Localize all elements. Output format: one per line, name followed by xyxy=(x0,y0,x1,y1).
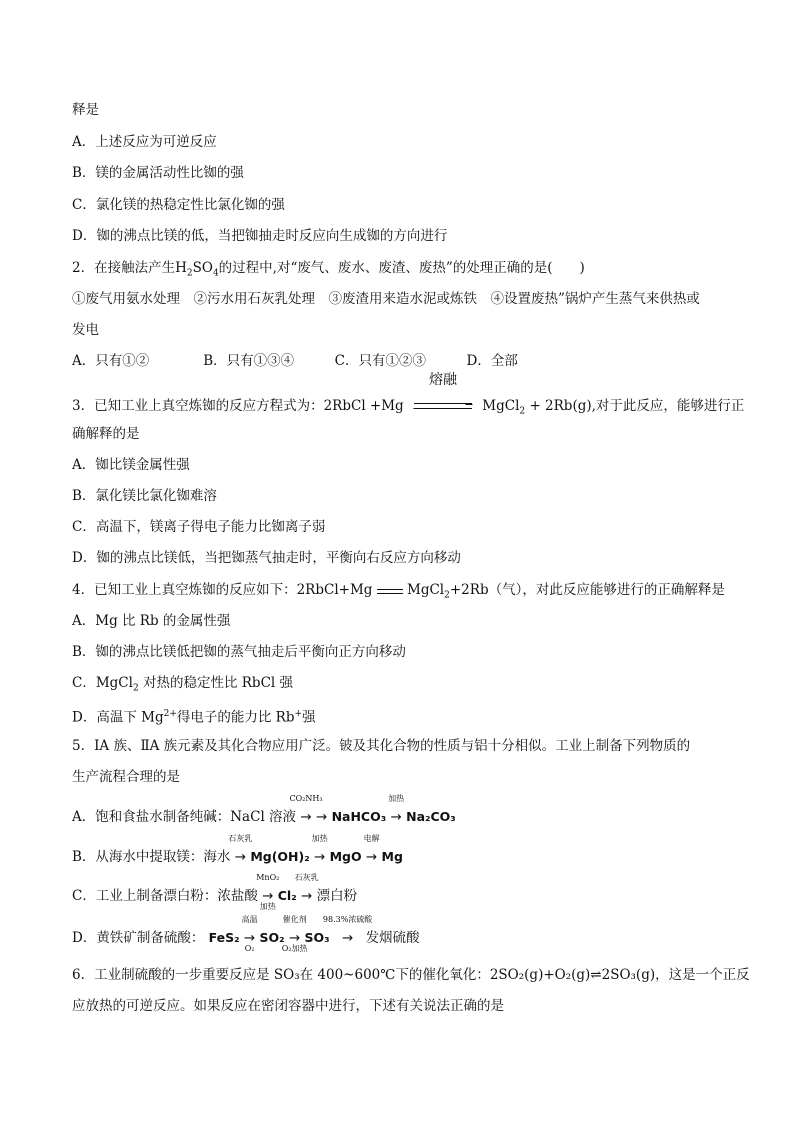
question-6: 6．工业制硫酸的一步重要反应是 SO₃在 400~600℃下的催化氧化：2SO₂(g)+O₂(g)⇌2SO₃(g)，这是一个正反 xyxy=(72,967,750,983)
option-a: A．Mg 比 Rb 的金属性强 xyxy=(72,613,231,629)
option-d: D．铷的沸点比镁低，当把铷蒸气抽走时，平衡向右反应方向移动 xyxy=(72,550,461,566)
option-b: B．铷的沸点比镁低把铷的蒸气抽走后平衡向正方向移动 xyxy=(72,644,406,660)
arrow-icon: → xyxy=(262,888,274,904)
option-c: C．高温下，镁离子得电子能力比铷离子弱 xyxy=(72,519,326,535)
question-2: 2．在接触法产生$H_2SO_4$的过程中,对“废气、废水、废渣、废热”的处理正确的是( ) xyxy=(72,260,585,279)
option-c: C．MgCl$_2$ 对热的稳定性比 RbCl 强 xyxy=(72,675,294,694)
option-a: A．饱和食盐水制备纯碱：NaCl 溶液 CO₂NH₃ → → NaHCO₃ 加热 → Na₂CO₃ xyxy=(72,794,456,825)
arrow-icon: → xyxy=(365,849,378,865)
option-b: B．氯化镁比氯化铷难溶 xyxy=(72,488,217,504)
text-line: ①废气用氨水处理 ②污水用石灰乳处理 ③废渣用来造水泥或炼铁 ④设置废热”锅炉产生蒸气来供热或 xyxy=(72,291,700,307)
equilibrium-arrow-icon xyxy=(377,587,403,595)
arrow-icon: → xyxy=(300,809,312,825)
text-line: 生产流程合理的是 xyxy=(72,769,180,785)
text-line: 发电 xyxy=(72,322,99,338)
question-5: 5．ⅠA 族、ⅡA 族元素及其化合物应用广泛。铍及其化合物的性质与铝十分相似。工业上制备下列物质的 xyxy=(72,738,691,754)
question-3: 3．已知工业上真空炼铷的反应方程式为：2RbCl +Mg 熔融 MgCl$_2$ + 2Rb(g),对于此反应，能够进行正 xyxy=(72,372,745,417)
option-a: A．铷比镁金属性强 xyxy=(72,457,190,473)
text-line: 释是 xyxy=(72,102,99,118)
arrow-icon: → xyxy=(288,930,301,946)
option-d: D．黄铁矿制备硫酸： FeS₂ 高温 → O₂ SO₂ 催化剂 → O₂加热 SO₃ 98.3%浓硫酸 → 发烟硫酸 xyxy=(72,915,420,953)
reversible-arrow-icon xyxy=(414,400,472,414)
options-row: A．只有①② B．只有①③④ C．只有①②③ D．全部 xyxy=(72,353,518,369)
condition-label: 熔融 xyxy=(429,372,457,388)
arrow-icon: → xyxy=(341,930,354,946)
arrow-icon: → xyxy=(390,809,402,825)
arrow-icon: → xyxy=(234,849,247,865)
option-b: B．镁的金属活动性比铷的强 xyxy=(72,165,244,181)
text-line: 应放热的可逆反应。如果反应在密闭容器中进行，下述有关说法正确的是 xyxy=(72,998,504,1014)
arrow-icon: → xyxy=(315,809,328,825)
option-c: C．氯化镁的热稳定性比氯化铷的强 xyxy=(72,197,285,213)
option-b: B．从海水中提取镁：海水 石灰乳 → Mg(OH)₂ 加热 → MgO 电解 → Mg xyxy=(72,834,403,865)
text-line: 确解释的是 xyxy=(72,426,140,442)
arrow-icon: → xyxy=(243,930,256,946)
arrow-icon: → xyxy=(300,888,313,904)
option-d: D．铷的沸点比镁的低，当把铷抽走时反应向生成铷的方向进行 xyxy=(72,228,448,244)
arrow-icon: → xyxy=(314,849,326,865)
question-4: 4．已知工业上真空炼铷的反应如下：2RbCl+Mg MgCl$_2$+2Rb（气），对此反应能够进行的正确解释是 xyxy=(72,582,725,601)
option-a: A．上述反应为可逆反应 xyxy=(72,134,217,150)
option-c: C．工业上制备漂白粉：浓盐酸 MnO₂ → 加热 Cl₂ 石灰乳 → 漂白粉 xyxy=(72,873,358,911)
option-d: D．高温下 $Mg^{2+}$得电子的能力比 Rb+强 xyxy=(72,709,316,726)
